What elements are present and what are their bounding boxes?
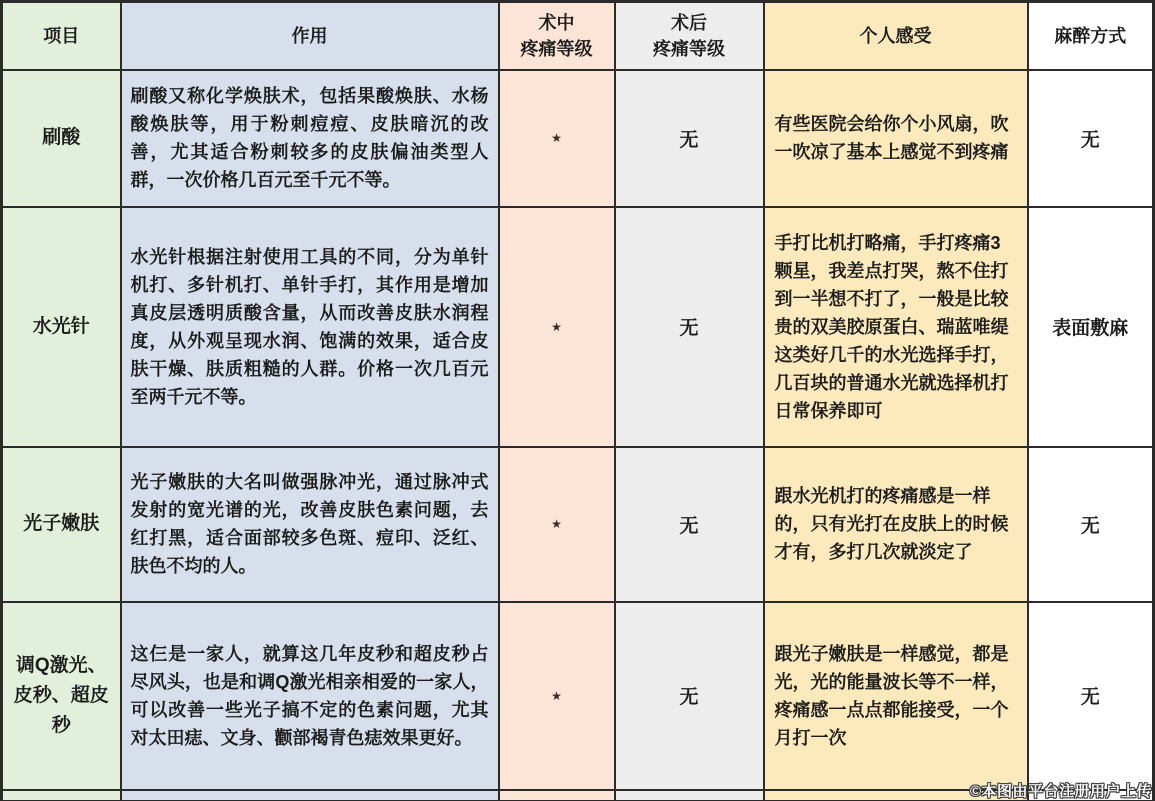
table-row — [2, 207, 1154, 447]
pain-during-cell — [499, 602, 615, 790]
pain-star-icon: ★ — [551, 319, 562, 334]
item-cell: 调Q激光、皮秒、超皮秒 — [2, 602, 121, 790]
header-pain-after — [615, 2, 764, 70]
header-feeling-label: 个人感受 — [859, 25, 932, 46]
effect-text: 刷酸又称化学焕肤术，包括果酸焕肤、水杨酸焕肤等，用于粉刺痘痘、皮肤暗沉的改善，尤其适合粉刺较多的皮肤偏油类型人群，一次价格几百元至千元不等。 — [130, 86, 489, 190]
feeling-text: 有些医院会给你个小风扇，吹一吹凉了基本上感觉不到疼痛 — [774, 114, 1009, 162]
header-item — [2, 2, 121, 70]
header-item-label: 项目 — [43, 25, 80, 46]
pain-after-cell: 无 — [615, 602, 764, 790]
pain-after-cell: 无 — [615, 447, 764, 602]
header-pain-after-line2: 疼痛等级 — [653, 38, 725, 59]
pain-during-cell — [499, 790, 615, 801]
header-feeling — [764, 2, 1028, 70]
feeling-cell — [764, 207, 1028, 447]
pain-during-cell — [499, 447, 615, 602]
header-effect — [121, 2, 499, 70]
pain-during-cell — [499, 70, 615, 207]
anesthesia-cell: 无 — [1028, 447, 1154, 602]
header-pain-during-line1: 术中 — [538, 12, 575, 33]
effect-text: 光子嫩肤的大名叫做强脉冲光，通过脉冲式发射的宽光谱的光，改善皮肤色素问题，去红打黑，适合面部较多色斑、痘印、泛红、肤色不均的人。 — [130, 472, 489, 576]
feeling-cell — [764, 447, 1028, 602]
pain-star-icon: ★ — [551, 517, 562, 531]
feeling-text: 跟光子嫩肤是一样感觉，都是光，光的能量波长等不一样，疼痛感一点点都能接受，一个月打一次 — [774, 643, 1009, 748]
item-cell — [2, 790, 121, 801]
pain-after-cell: 无 — [615, 207, 764, 447]
table-row — [2, 602, 1154, 790]
watermark: ©本图由平台注册用户上传 — [969, 783, 1152, 800]
feeling-cell — [764, 70, 1028, 207]
effect-text: 这仨是一家人，就算这几年皮秒和超皮秒占尽风头，也是和调Q激光相亲相爱的一家人，可以改善一些光子搞不定的色素问题，尤其对太田痣、文身、颧部褐青色痣效果更好。 — [130, 643, 489, 748]
item-cell: 水光针 — [2, 207, 121, 447]
pain-after-cell — [615, 790, 764, 801]
pain-after-cell: 无 — [615, 70, 764, 207]
effect-cell — [121, 70, 499, 207]
effect-text: 水光针根据注射使用工具的不同，分为单针机打、多针机打、单针手打，其作用是增加真皮层透明质酸含量，从而改善皮肤水润程度，从外观呈现水润、饱满的效果，适合皮肤干燥、肤质粗糙的人群。价格一次几百元至两千元不等。 — [130, 246, 489, 407]
header-pain-after-line1: 术后 — [671, 12, 707, 33]
effect-cell — [121, 790, 499, 801]
feeling-text: 跟水光机打的疼痛感是一样的，只有光打在皮肤上的时候才有，多打几次就淡定了 — [774, 486, 1009, 562]
effect-cell — [121, 447, 499, 602]
anesthesia-cell: 无 — [1028, 602, 1154, 790]
header-anesthesia — [1028, 2, 1154, 70]
effect-cell — [121, 207, 499, 447]
anesthesia-cell: 表面敷麻 — [1028, 207, 1154, 447]
header-row — [2, 2, 1154, 70]
header-pain-during — [499, 2, 615, 70]
feeling-cell — [764, 602, 1028, 790]
header-anesthesia-label: 麻醉方式 — [1054, 25, 1127, 46]
table-row — [2, 447, 1154, 602]
header-pain-during-line2: 疼痛等级 — [520, 38, 593, 59]
pain-star-icon: ★ — [551, 131, 562, 145]
effect-cell — [121, 602, 499, 790]
feeling-text: 手打比机打略痛，手打疼痛3颗星，我差点打哭，熬不住打到一半想不打了，一般是比较贵的双美胶原蛋白、瑞蓝唯缇这类好几千的水光选择手打，几百块的普通水光就选择机打日常保养即可 — [774, 232, 1009, 421]
item-cell: 刷酸 — [2, 70, 121, 207]
table-row — [2, 70, 1154, 207]
header-effect-label: 作用 — [291, 25, 328, 46]
pain-during-cell — [499, 207, 615, 447]
anesthesia-cell: 无 — [1028, 70, 1154, 207]
item-cell: 光子嫩肤 — [2, 447, 121, 602]
pain-star-icon: ★ — [551, 688, 562, 703]
